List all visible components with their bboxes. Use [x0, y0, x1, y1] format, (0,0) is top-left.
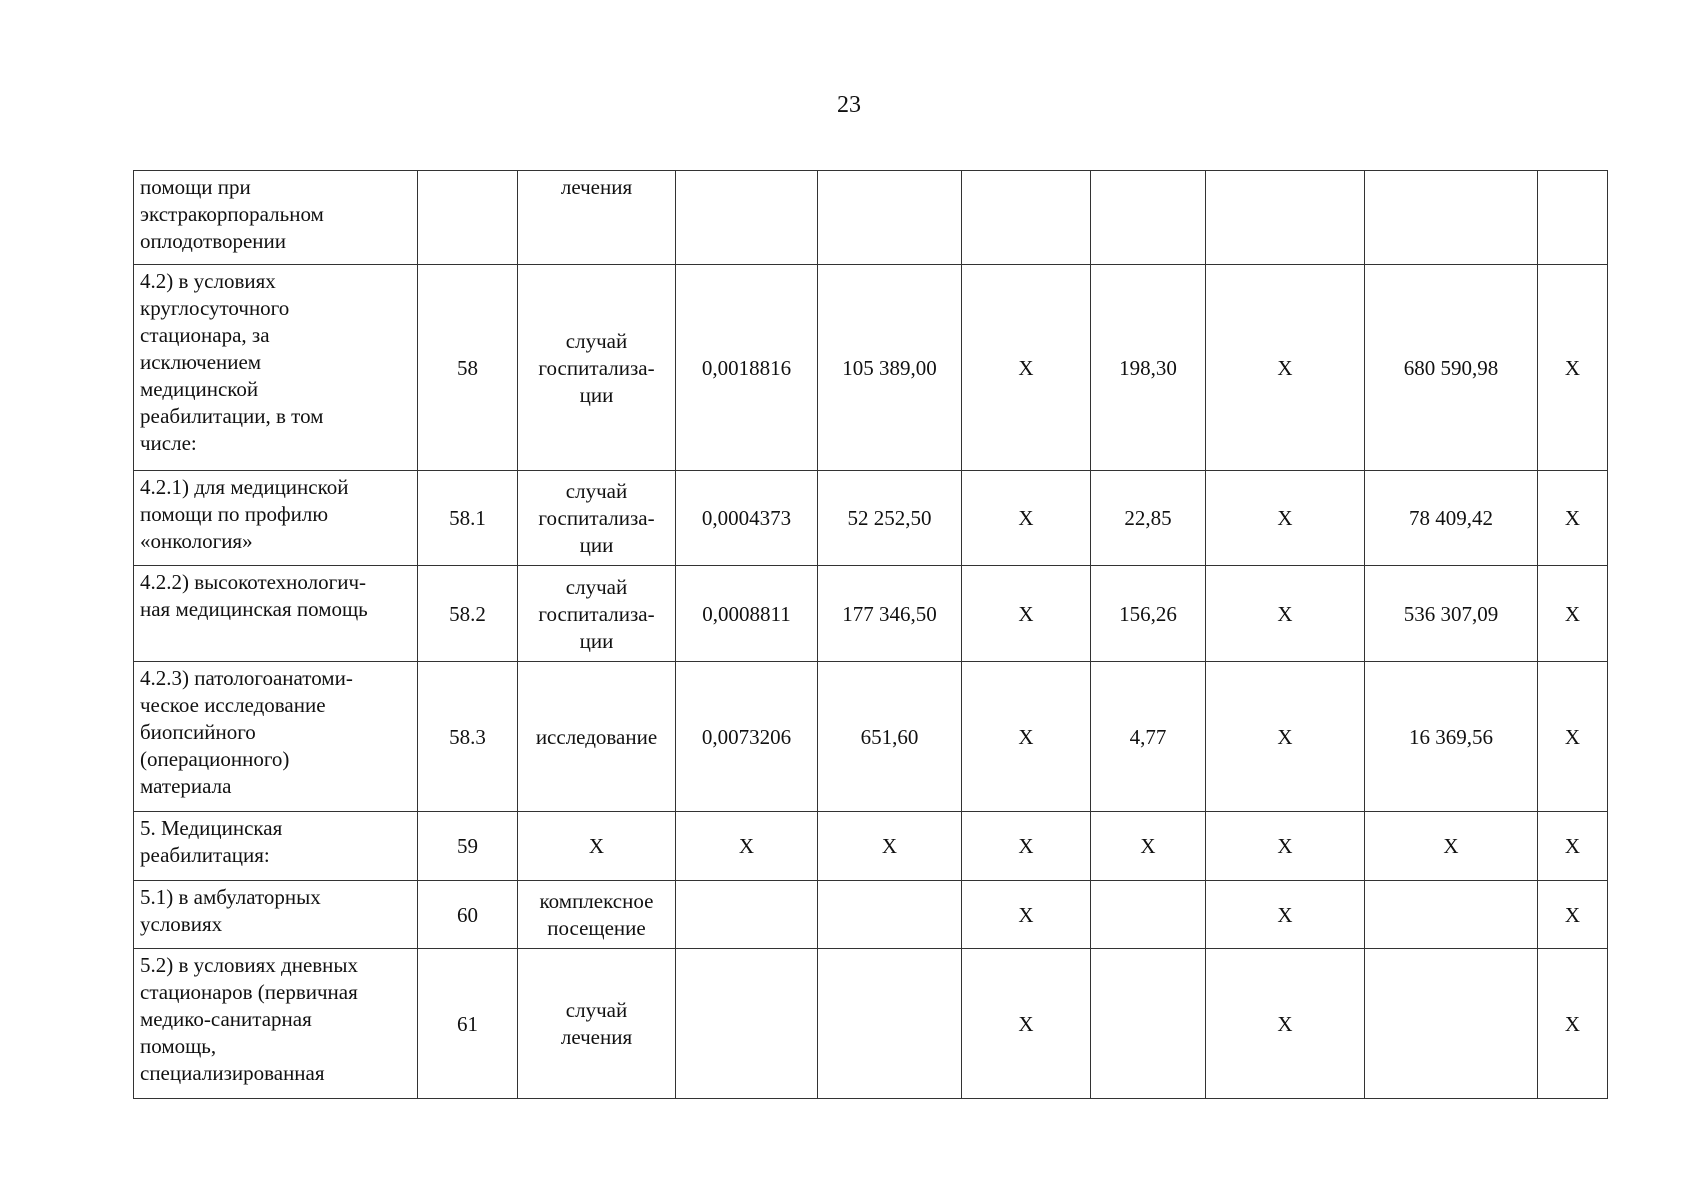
row-value-cell: 680 590,98 [1365, 265, 1538, 471]
row-unit-cell: случай госпитализа- ции [518, 566, 676, 662]
row-code-cell: 58.2 [418, 566, 518, 662]
row-unit-cell: случай госпитализа- ции [518, 265, 676, 471]
row-code-cell: 58.3 [418, 662, 518, 812]
row-unit-cell: случай госпитализа- ции [518, 471, 676, 566]
table-row [134, 812, 1608, 881]
row-value-cell: Х [1206, 471, 1365, 566]
row-value-cell: 0,0004373 [676, 471, 818, 566]
row-unit-cell: лечения [518, 171, 676, 265]
row-value-cell: Х [962, 881, 1091, 949]
row-value-cell: Х [1538, 265, 1608, 471]
row-value-cell: Х [818, 812, 962, 881]
row-value-cell [1365, 171, 1538, 265]
row-value-cell: 52 252,50 [818, 471, 962, 566]
row-value-cell: Х [962, 662, 1091, 812]
row-name-cell: 4.2.2) высокотехнологич- ная медицинская помощь [134, 566, 418, 662]
page-number: 23 [837, 92, 861, 118]
row-value-cell [676, 881, 818, 949]
row-value-cell: Х [676, 812, 818, 881]
row-name-cell: 4.2) в условиях круглосуточного стационара, за исключением медицинской реабилитации, в том числе: [134, 265, 418, 471]
row-name-cell: 4.2.1) для медицинской помощи по профилю «онкология» [134, 471, 418, 566]
row-value-cell: 0,0008811 [676, 566, 818, 662]
row-value-cell: 105 389,00 [818, 265, 962, 471]
row-value-cell: 651,60 [818, 662, 962, 812]
row-value-cell: Х [1538, 949, 1608, 1099]
row-name-cell: 4.2.3) патологоанатоми- ческое исследование биопсийного (операционного) материала [134, 662, 418, 812]
row-value-cell: Х [962, 812, 1091, 881]
row-value-cell: 4,77 [1091, 662, 1206, 812]
row-value-cell: Х [1206, 881, 1365, 949]
row-value-cell: 177 346,50 [818, 566, 962, 662]
table-row [134, 171, 1608, 265]
row-value-cell: 16 369,56 [1365, 662, 1538, 812]
row-value-cell: Х [1538, 812, 1608, 881]
data-table [133, 170, 1608, 1099]
row-value-cell: 0,0073206 [676, 662, 818, 812]
row-value-cell: 536 307,09 [1365, 566, 1538, 662]
row-code-cell [418, 171, 518, 265]
row-value-cell [818, 881, 962, 949]
row-value-cell: 198,30 [1091, 265, 1206, 471]
row-value-cell: Х [962, 471, 1091, 566]
row-value-cell: 22,85 [1091, 471, 1206, 566]
row-unit-cell: Х [518, 812, 676, 881]
row-value-cell: Х [1538, 566, 1608, 662]
row-code-cell: 60 [418, 881, 518, 949]
row-value-cell: Х [1538, 662, 1608, 812]
row-value-cell [1365, 881, 1538, 949]
row-name-cell: 5.2) в условиях дневных стационаров (первичная медико-санитарная помощь, специализированная [134, 949, 418, 1099]
row-code-cell: 58.1 [418, 471, 518, 566]
row-value-cell: 78 409,42 [1365, 471, 1538, 566]
row-value-cell [1091, 881, 1206, 949]
row-value-cell [962, 171, 1091, 265]
row-code-cell: 58 [418, 265, 518, 471]
row-unit-cell: комплексное посещение [518, 881, 676, 949]
row-value-cell: Х [1538, 471, 1608, 566]
row-value-cell: 0,0018816 [676, 265, 818, 471]
row-name-cell: 5. Медицинская реабилитация: [134, 812, 418, 881]
table-row [134, 471, 1608, 566]
table-row [134, 949, 1608, 1099]
row-value-cell: Х [1206, 662, 1365, 812]
row-code-cell: 59 [418, 812, 518, 881]
row-unit-cell: случай лечения [518, 949, 676, 1099]
row-value-cell [1365, 949, 1538, 1099]
row-value-cell [676, 949, 818, 1099]
row-value-cell: Х [1206, 566, 1365, 662]
row-value-cell: Х [1206, 265, 1365, 471]
row-value-cell: Х [1365, 812, 1538, 881]
table-row [134, 662, 1608, 812]
table-row [134, 566, 1608, 662]
row-value-cell [1538, 171, 1608, 265]
row-value-cell [818, 171, 962, 265]
row-value-cell [818, 949, 962, 1099]
row-value-cell: Х [1091, 812, 1206, 881]
row-name-cell: 5.1) в амбулаторных условиях [134, 881, 418, 949]
table-row [134, 881, 1608, 949]
row-value-cell: Х [962, 949, 1091, 1099]
row-name-cell: помощи при экстракорпоральном оплодотворении [134, 171, 418, 265]
row-unit-cell: исследование [518, 662, 676, 812]
row-value-cell [1091, 171, 1206, 265]
row-value-cell: Х [962, 265, 1091, 471]
row-value-cell: Х [962, 566, 1091, 662]
row-value-cell: Х [1538, 881, 1608, 949]
row-value-cell [1091, 949, 1206, 1099]
row-value-cell: Х [1206, 812, 1365, 881]
row-value-cell: Х [1206, 949, 1365, 1099]
row-value-cell [676, 171, 818, 265]
row-value-cell: 156,26 [1091, 566, 1206, 662]
table-row [134, 265, 1608, 471]
row-code-cell: 61 [418, 949, 518, 1099]
row-value-cell [1206, 171, 1365, 265]
